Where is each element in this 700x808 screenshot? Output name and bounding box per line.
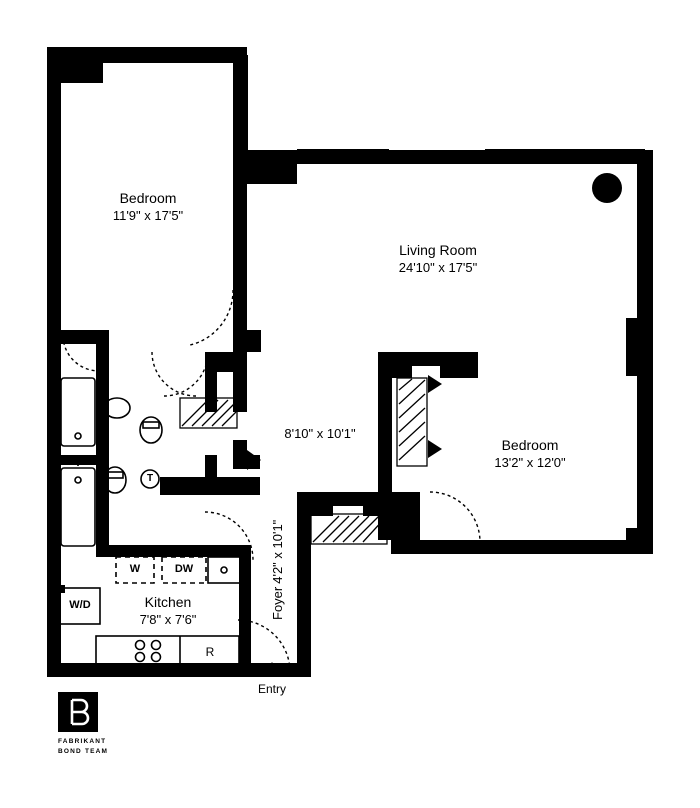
- fixture-label-washer-dryer: W/D: [69, 599, 91, 611]
- brand-logo: [58, 692, 168, 757]
- room-dims: 11'9" x 17'5": [112, 207, 184, 223]
- fixture-label-washer: W: [129, 563, 141, 575]
- room-label-foyer: [270, 520, 285, 620]
- room-dims: 7'8" x 7'6": [139, 611, 197, 627]
- room-name: Kitchen: [144, 594, 192, 610]
- brand-line-2: BOND TEAM: [58, 747, 109, 755]
- brand-line-1: FABRIKANT: [58, 738, 107, 745]
- walls: [47, 47, 653, 677]
- room-dims: 24'10" x 17'5": [398, 259, 478, 275]
- fixture-label-dishwasher: DW: [174, 563, 194, 575]
- room-name: Living Room: [399, 242, 477, 258]
- room-dims: 13'2" x 12'0": [494, 454, 566, 470]
- direction-markers: [247, 375, 442, 470]
- room-label-bedroom-2: [494, 437, 565, 471]
- room-label-living-room: [399, 242, 478, 276]
- column-marker: [592, 173, 622, 203]
- room-label-bedroom-1: [113, 190, 183, 224]
- room-name: Foyer: [270, 586, 285, 620]
- brand-name: [58, 737, 168, 757]
- fixture-label-thermostat: T: [146, 473, 154, 484]
- room-name: Bedroom: [119, 190, 177, 206]
- entry-label: Entry: [257, 682, 287, 696]
- room-dims: 8'10" x 10'1": [284, 426, 356, 441]
- appliance-sink: [208, 557, 240, 583]
- logo-mark-icon: [58, 692, 98, 732]
- room-label-kitchen: [140, 594, 197, 628]
- room-dims: 4'2" x 10'1": [270, 519, 285, 584]
- room-name: Bedroom: [501, 437, 559, 453]
- fixture-label-refrigerator: R: [205, 645, 215, 659]
- room-label-hall: [284, 426, 355, 442]
